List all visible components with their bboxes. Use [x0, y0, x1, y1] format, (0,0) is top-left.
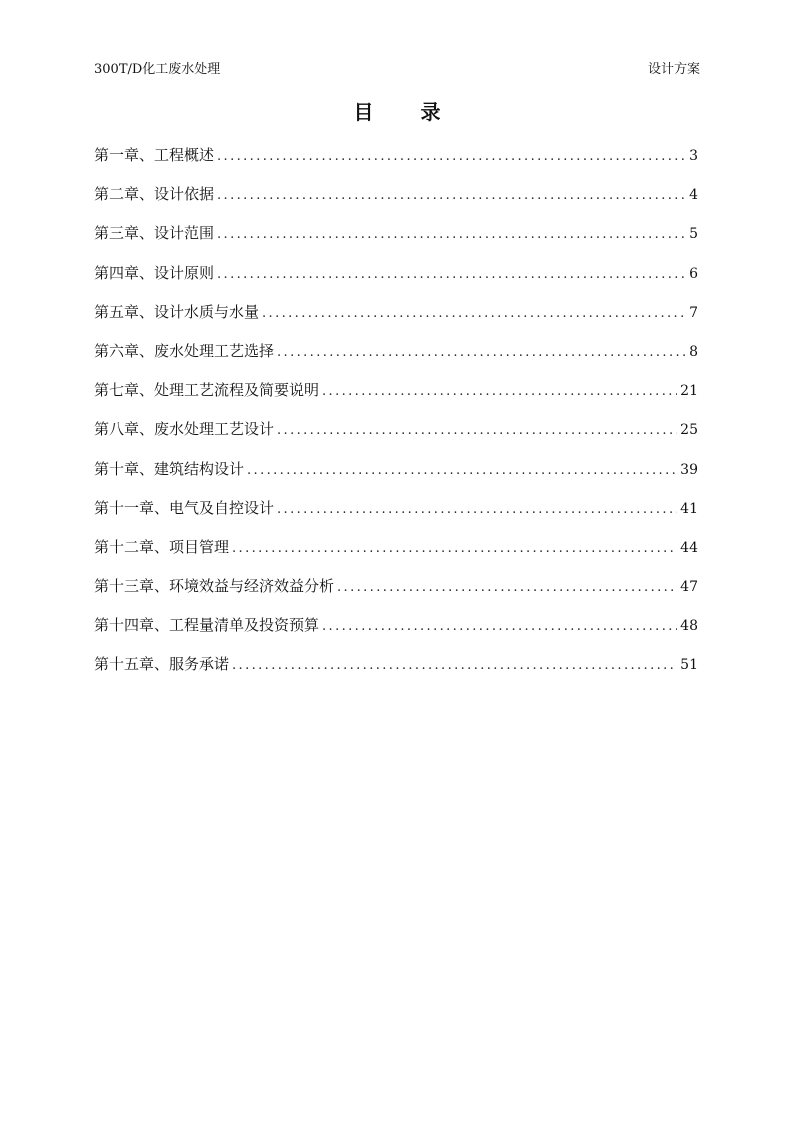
- toc-entry-8[interactable]: [94, 417, 698, 456]
- toc-entry-label: 第十四章、工程量清单及投资预算: [94, 616, 320, 635]
- header-document-type: 设计方案: [647, 62, 700, 77]
- toc-entry-label: 第十三章、环境效益与经济效益分析: [94, 577, 335, 596]
- toc-entry-label: 第七章、处理工艺流程及简要说明: [94, 381, 320, 400]
- toc-entry-page: 3: [689, 148, 698, 164]
- toc-dot-leader: [277, 341, 686, 365]
- toc-entry-page: 8: [689, 343, 698, 360]
- toc-entry-page: 48: [680, 618, 698, 635]
- toc-entry-label: 第三章、设计范围: [94, 224, 215, 243]
- toc-entry-label: 第十章、建筑结构设计: [94, 459, 245, 478]
- toc-entry-label: 第八章、废水处理工艺设计: [94, 420, 275, 439]
- toc-dot-leader: [232, 654, 677, 678]
- toc-dot-leader: [232, 537, 677, 561]
- toc-entry-label: 第四章、设计原则: [94, 263, 215, 282]
- toc-entry-10[interactable]: [94, 496, 698, 535]
- toc-entry-page: 21: [680, 383, 698, 400]
- toc-entry-14[interactable]: [94, 652, 698, 691]
- toc-entry-6[interactable]: [94, 339, 698, 378]
- toc-dot-leader: [247, 459, 677, 483]
- toc-dot-leader: [217, 263, 686, 287]
- toc-entry-page: 25: [680, 422, 698, 439]
- toc-dot-leader: [217, 223, 686, 247]
- toc-dot-leader: [262, 302, 686, 326]
- toc-entry-7[interactable]: [94, 378, 698, 417]
- toc-entry-page: 7: [689, 304, 698, 321]
- toc-dot-leader: [277, 498, 677, 522]
- toc-dot-leader: [337, 576, 677, 600]
- toc-entry-label: 第十二章、项目管理: [94, 537, 230, 556]
- toc-entry-9[interactable]: [94, 457, 698, 496]
- toc-entry-label: 第二章、设计依据: [94, 185, 215, 204]
- toc-entry-page: 6: [689, 265, 698, 282]
- toc-entry-page: 51: [680, 657, 698, 674]
- toc-dot-leader: [217, 184, 686, 208]
- toc-entry-label: 第一章、工程概述: [94, 146, 215, 164]
- toc-entry-page: 5: [689, 226, 698, 243]
- toc-entry-11[interactable]: [94, 535, 698, 574]
- toc-entry-4[interactable]: [94, 261, 698, 300]
- toc-entry-page: 44: [680, 539, 698, 556]
- toc-entry-label: 第十五章、服务承诺: [94, 655, 230, 674]
- toc-entry-page: 4: [689, 187, 698, 204]
- toc-dot-leader: [277, 419, 677, 443]
- header-divider: [94, 80, 700, 81]
- toc-entry-3[interactable]: [94, 221, 698, 260]
- toc-title: 目 录: [353, 100, 461, 124]
- toc-entry-2[interactable]: [94, 182, 698, 221]
- toc-entry-label: 第六章、废水处理工艺选择: [94, 341, 275, 360]
- toc-dot-leader: [322, 380, 677, 404]
- header-document-title: 300T/D化工废水处理: [94, 62, 221, 77]
- toc-dot-leader: [217, 145, 686, 169]
- page-header: [94, 58, 700, 79]
- toc-entry-13[interactable]: [94, 613, 698, 652]
- toc-entry-5[interactable]: [94, 300, 698, 339]
- toc-entry-1[interactable]: [94, 143, 698, 182]
- toc-entry-page: 39: [680, 461, 698, 478]
- toc-entry-label: 第五章、设计水质与水量: [94, 302, 260, 321]
- toc-entry-page: 47: [680, 579, 698, 596]
- table-of-contents: [94, 143, 698, 692]
- toc-entry-12[interactable]: [94, 574, 698, 613]
- toc-entry-label: 第十一章、电气及自控设计: [94, 498, 275, 517]
- toc-entry-page: 41: [680, 500, 698, 517]
- toc-dot-leader: [322, 615, 677, 639]
